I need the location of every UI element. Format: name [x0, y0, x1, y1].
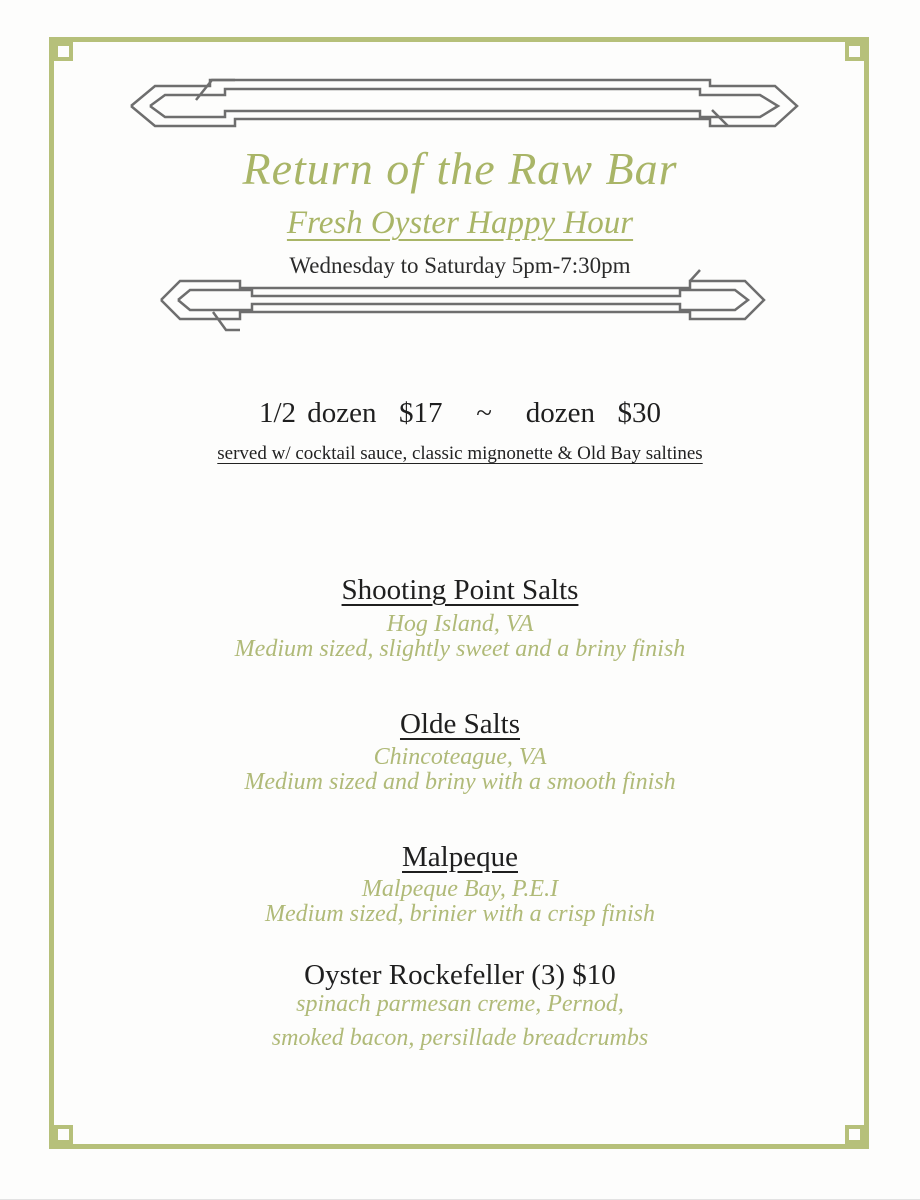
oyster-origin: Chincoteague, VA — [373, 744, 547, 770]
oyster-name — [60, 572, 860, 608]
served-with-note — [60, 441, 860, 467]
corner-ornament-bottom-left — [54, 1125, 73, 1144]
menu-subtitle — [60, 203, 860, 243]
menu-subtitle-text: Fresh Oyster Happy Hour — [286, 205, 634, 241]
oyster-name-text: Shooting Point Salts — [341, 574, 579, 606]
oyster-origin: Hog Island, VA — [386, 611, 534, 637]
corner-ornament-bottom-right — [845, 1125, 864, 1144]
bottom-ornament-inner — [178, 290, 748, 310]
oyster-description: Medium sized, slightly sweet and a briny finish — [234, 636, 686, 662]
menu-title: Return of the Raw Bar — [242, 143, 678, 194]
oyster-name — [60, 839, 860, 875]
special-description-line-2: smoked bacon, persillade breadcrumbs — [271, 1025, 649, 1051]
oyster-name-text: Malpeque — [402, 841, 518, 873]
oyster-name-text: Olde Salts — [399, 708, 521, 740]
served-with-text: served w/ cocktail sauce, classic mignonette & Old Bay saltines — [217, 443, 703, 464]
happy-hour-times: Wednesday to Saturday 5pm-7:30pm — [289, 253, 631, 278]
oyster-description: Medium sized and briny with a smooth finish — [244, 769, 676, 795]
oyster-pricing: 1/2 dozen $17 ~ dozen $30 — [259, 397, 661, 429]
oyster-description: Medium sized, brinier with a crisp finish — [265, 901, 655, 927]
special-description-line-1: spinach parmesan creme, Pernod, — [296, 991, 624, 1017]
oyster-name — [60, 706, 860, 742]
bottom-ornament-outer — [161, 281, 764, 319]
special-item-name: Oyster Rockefeller (3) $10 — [304, 959, 616, 991]
oyster-origin: Malpeque Bay, P.E.I — [361, 876, 559, 902]
